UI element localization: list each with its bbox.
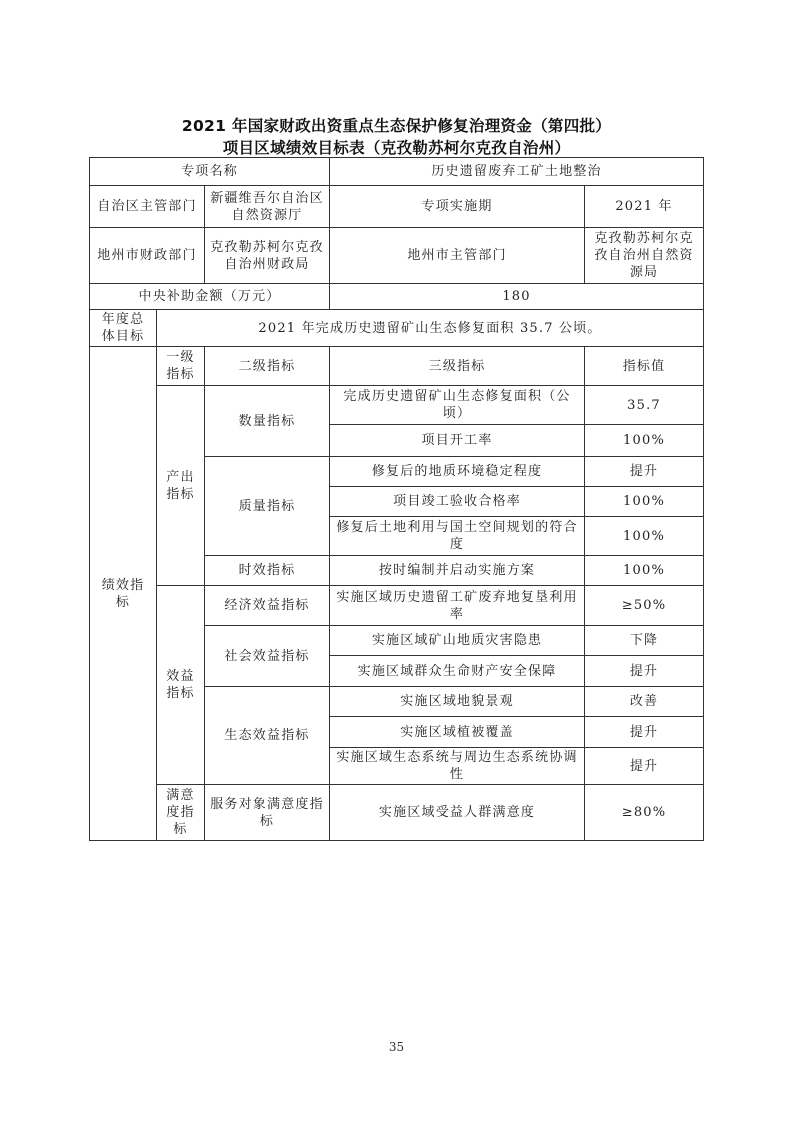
header-level1: 一级指标	[157, 347, 205, 386]
performance-target-table	[89, 157, 704, 841]
table-row	[90, 586, 704, 626]
indicator-name: 实施区域地貌景观	[330, 687, 585, 717]
indicator-name: 实施区域历史遗留工矿废弃地复垦利用率	[330, 586, 585, 626]
header-level2: 二级指标	[205, 347, 330, 386]
prefecture-dept-value: 克孜勒苏柯尔克孜自治州自然资源局	[585, 228, 704, 284]
indicator-name: 实施区域生态系统与周边生态系统协调性	[330, 748, 585, 785]
indicator-name: 完成历史遗留矿山生态修复面积（公顷）	[330, 386, 585, 425]
indicator-name: 修复后的地质环境稳定程度	[330, 457, 585, 487]
indicator-value: 提升	[585, 748, 704, 785]
indicator-value: 改善	[585, 687, 704, 717]
quality-indicators-label: 质量指标	[205, 457, 330, 556]
timeliness-indicators-label: 时效指标	[205, 556, 330, 586]
indicator-value: 35.7	[585, 386, 704, 425]
prefecture-finance-label: 地州市财政部门	[90, 228, 205, 284]
row-region-dept	[90, 186, 704, 228]
indicator-name: 实施区域群众生命财产安全保障	[330, 656, 585, 687]
subsidy-value: 180	[330, 284, 704, 310]
satisfaction-indicators-label: 满意度指标	[157, 785, 205, 841]
row-subsidy	[90, 284, 704, 310]
prefecture-finance-value: 克孜勒苏柯尔克孜自治州财政局	[205, 228, 330, 284]
period-value: 2021 年	[585, 186, 704, 228]
indicator-value: ≥80%	[585, 785, 704, 841]
prefecture-dept-label: 地州市主管部门	[330, 228, 585, 284]
indicator-value: 100%	[585, 517, 704, 556]
social-indicators-label: 社会效益指标	[205, 626, 330, 687]
indicator-name: 按时编制并启动实施方案	[330, 556, 585, 586]
indicator-value: 提升	[585, 656, 704, 687]
annual-goal-value: 2021 年完成历史遗留矿山生态修复面积 35.7 公顷。	[157, 310, 704, 347]
indicator-name: 实施区域矿山地质灾害隐患	[330, 626, 585, 656]
table-row	[90, 785, 704, 841]
row-annual-goal	[90, 310, 704, 347]
row-project-name	[90, 158, 704, 186]
indicator-name: 实施区域受益人群满意度	[330, 785, 585, 841]
subsidy-label: 中央补助金额（万元）	[90, 284, 330, 310]
indicator-value: 提升	[585, 457, 704, 487]
indicator-name: 实施区域植被覆盖	[330, 717, 585, 748]
title-line-2: 项目区域绩效目标表（克孜勒苏柯尔克孜自治州）	[222, 139, 571, 157]
indicator-value: 100%	[585, 425, 704, 457]
service-satisfaction-label: 服务对象满意度指标	[205, 785, 330, 841]
project-name-value: 历史遗留废弃工矿土地整治	[330, 158, 704, 186]
header-value: 指标值	[585, 347, 704, 386]
indicator-value: ≥50%	[585, 586, 704, 626]
economic-indicators-label: 经济效益指标	[205, 586, 330, 626]
project-name-label: 专项名称	[90, 158, 330, 186]
table-row	[90, 386, 704, 425]
title-line-1: 2021 年国家财政出资重点生态保护修复治理资金（第四批）	[181, 117, 612, 135]
benefit-indicators-label: 效益指标	[157, 586, 205, 785]
region-dept-value: 新疆维吾尔自治区自然资源厅	[205, 186, 330, 228]
indicator-name: 项目开工率	[330, 425, 585, 457]
indicator-name: 项目竣工验收合格率	[330, 487, 585, 517]
row-prefecture	[90, 228, 704, 284]
indicator-name: 修复后土地利用与国土空间规划的符合度	[330, 517, 585, 556]
period-label: 专项实施期	[330, 186, 585, 228]
indicator-value: 100%	[585, 556, 704, 586]
row-indicator-header	[90, 347, 704, 386]
output-indicators-label: 产出指标	[157, 386, 205, 586]
quantity-indicators-label: 数量指标	[205, 386, 330, 457]
performance-indicators-label: 绩效指标	[90, 347, 157, 841]
annual-goal-label: 年度总体目标	[90, 310, 157, 347]
indicator-value: 100%	[585, 487, 704, 517]
indicator-value: 下降	[585, 626, 704, 656]
region-dept-label: 自治区主管部门	[90, 186, 205, 228]
ecological-indicators-label: 生态效益指标	[205, 687, 330, 785]
indicator-value: 提升	[585, 717, 704, 748]
page-number: 35	[388, 1040, 405, 1054]
header-level3: 三级指标	[330, 347, 585, 386]
